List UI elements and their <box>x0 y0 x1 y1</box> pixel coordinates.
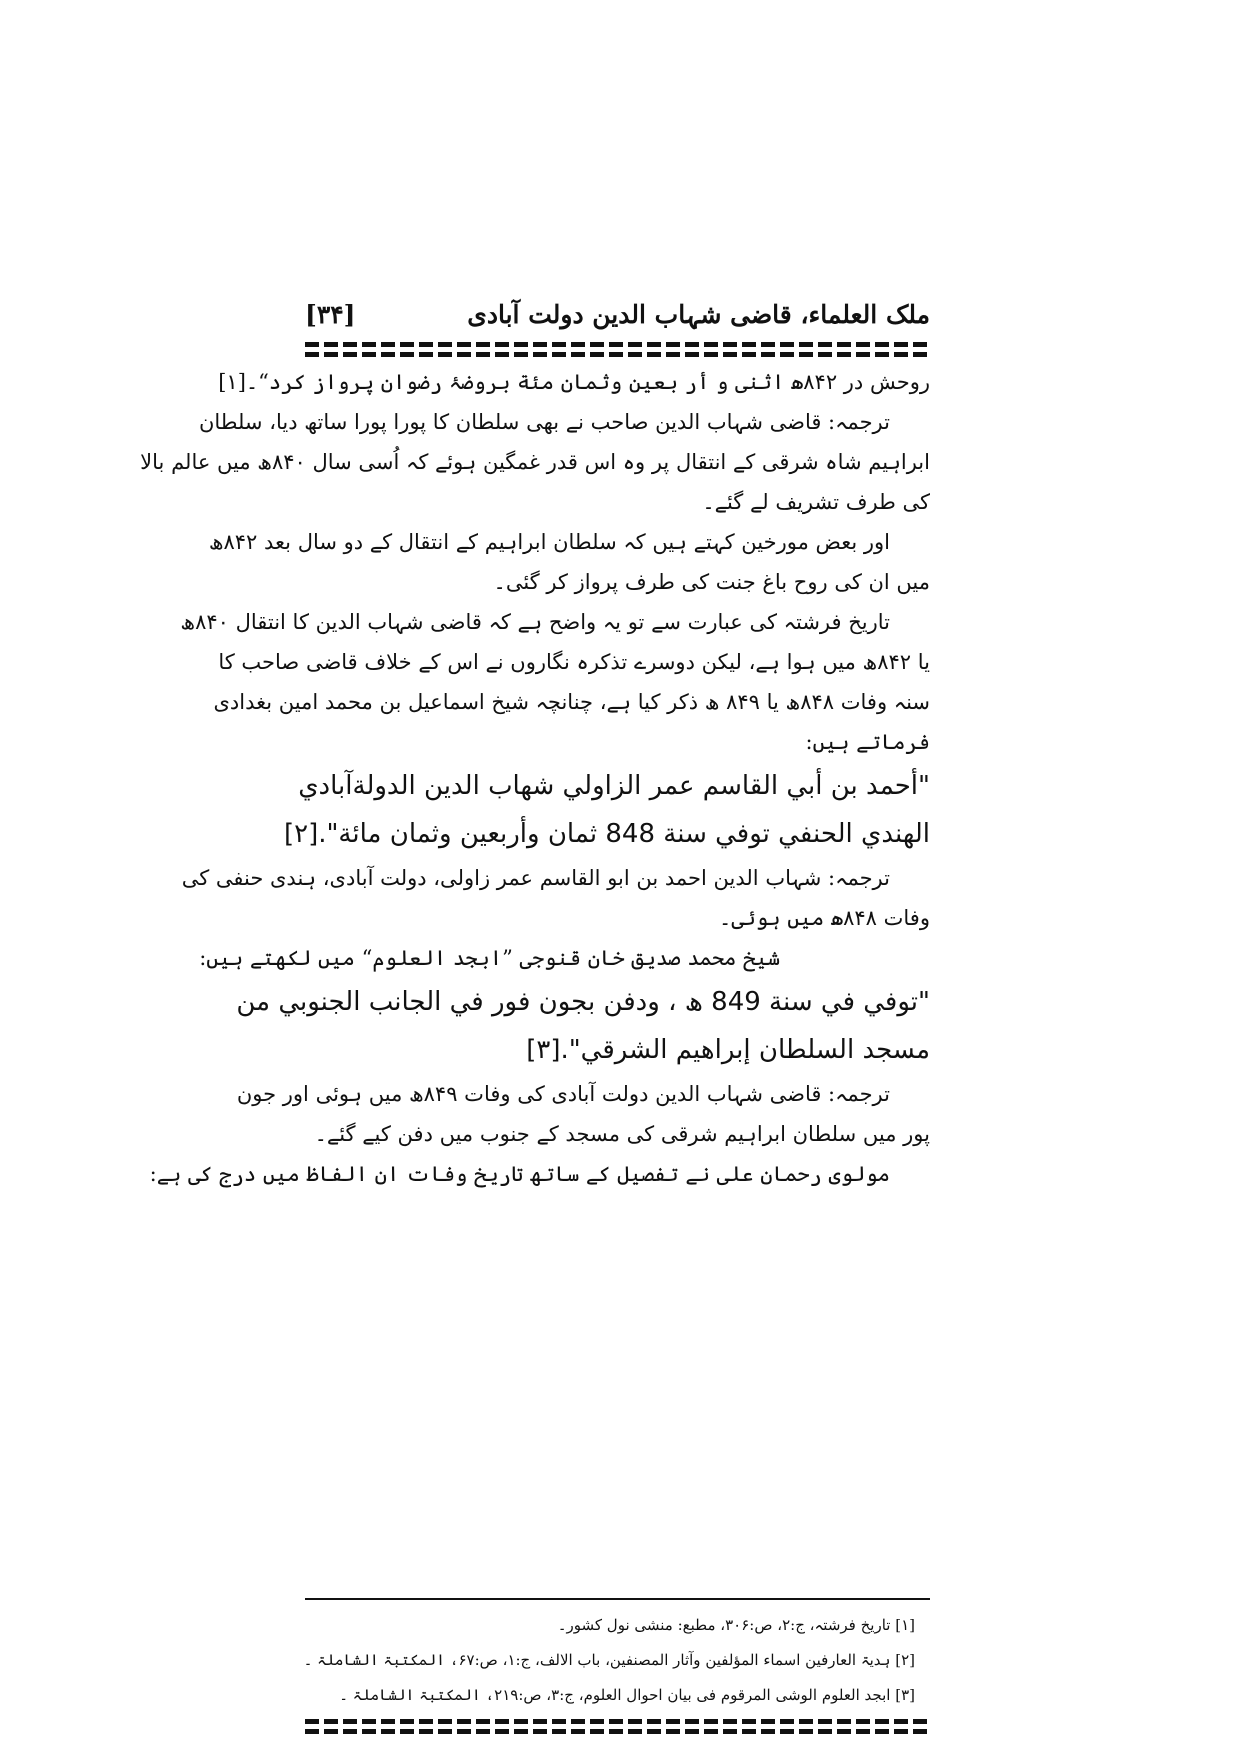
body-line-8: یا ۸۴۲ھ میں ہوا ہے، لیکن دوسرے تذکرہ نگاروں نے اس کے خلاف قاضی صاحب کا <box>218 650 930 674</box>
arabic-quote-2-line-2: مسجد السلطان إبراهيم الشرقي".[۳] <box>526 1035 930 1065</box>
footnotes <box>305 1608 930 1713</box>
citation-intro: شیخ محمد صدیق خان قنوجی ”ابجد العلوم“ میں لکھتے ہیں: <box>199 946 780 970</box>
footer-rule-bottom <box>305 1729 930 1734</box>
arabic-quote-1-line-2: الهندي الحنفي توفي سنة 848 ثمان وأربعين وثمان مائة".[۲] <box>283 819 930 849</box>
body-line-10: فرماتے ہیں: <box>805 730 930 754</box>
arabic-quote-1-line-1: "أحمد بن أبي القاسم عمر الزاولي شهاب الدين الدولةآبادي <box>298 771 930 801</box>
body-line-9: سنہ وفات ۸۴۸ھ یا ۸۴۹ ھ ذکر کیا ہے، چنانچہ شیخ اسماعیل بن محمد امین بغدادی <box>213 690 930 714</box>
arabic-quote-2-line-1: "توفي في سنة 849 ھ ، ودفن بجون فور في الجانب الجنوبي من <box>236 987 930 1017</box>
body-line-5: اور بعض مورخین کہتے ہیں کہ سلطان ابراہیم کے انتقال کے دو سال بعد ۸۴۲ھ <box>208 530 890 554</box>
body-line-3: ابراہیم شاہ شرقی کے انتقال پر وہ اس قدر غمگین ہوئے کہ اُسی سال ۸۴۰ھ میں عالم بالا <box>140 450 930 474</box>
footnote-2: [۲] ہدیۃ العارفین اسماء المؤلفین وآثار المصنفین، باب الالف، ج:۱، ص:۶۷، المکتبۃ الشاملۃ ۔ <box>303 1651 915 1669</box>
body-line-2: ترجمہ: قاضی شہاب الدین صاحب نے بھی سلطان کا پورا پورا ساتھ دیا، سلطان <box>198 410 890 434</box>
header-rule-top <box>305 342 930 347</box>
body-text <box>140 362 930 1194</box>
translation-1-line-1: ترجمہ: شہاب الدین احمد بن ابو القاسم عمر زاولی، دولت آبادی، ہندی حنفی کی <box>181 866 890 890</box>
footnote-3: [۳] ابجد العلوم الوشی المرقوم فی بیان احوال العلوم، ج:۳، ص:۲۱۹، المکتبۃ الشاملۃ ۔ <box>339 1686 915 1704</box>
translation-2-line-2: پور میں سلطان ابراہیم شرقی کی مسجد کے جنوب میں دفن کیے گئے۔ <box>314 1122 930 1146</box>
body-line-1: روحش در ۸۴۲ھ اثنی و أر بعین وثمان مئة بروضۂ رضوان پرواز کرد“۔[۱] <box>218 370 930 394</box>
body-line-6: میں ان کی روح باغ جنت کی طرف پرواز کر گئی۔ <box>493 570 930 594</box>
translation-2-line-3: مولوی رحمان علی نے تفصیل کے ساتھ تاریخ وفات ان الفاظ میں درج کی ہے: <box>149 1162 890 1186</box>
body-line-4: کی طرف تشریف لے گئے۔ <box>702 490 930 514</box>
body-line-7: تاریخ فرشتہ کی عبارت سے تو یہ واضح ہے کہ قاضی شہاب الدین کا انتقال ۸۴۰ھ <box>180 610 890 634</box>
page-number: [۳۴] <box>305 300 356 329</box>
footnote-1: [۱] تاریخ فرشتہ، ج:۲، ص:۳۰۶، مطبع: منشی نول کشور۔ <box>557 1616 915 1634</box>
footer-rule-top <box>305 1719 930 1724</box>
footnote-separator <box>305 1598 930 1600</box>
page-header <box>305 300 930 340</box>
header-rule-bottom <box>305 352 930 357</box>
translation-2-line-1: ترجمہ: قاضی شہاب الدین دولت آبادی کی وفات ۸۴۹ھ میں ہوئی اور جون <box>236 1082 890 1106</box>
running-title: ملک العلماء، قاضی شہاب الدین دولت آبادی <box>467 300 930 329</box>
translation-1-line-2: وفات ۸۴۸ھ میں ہوئی۔ <box>719 906 930 930</box>
